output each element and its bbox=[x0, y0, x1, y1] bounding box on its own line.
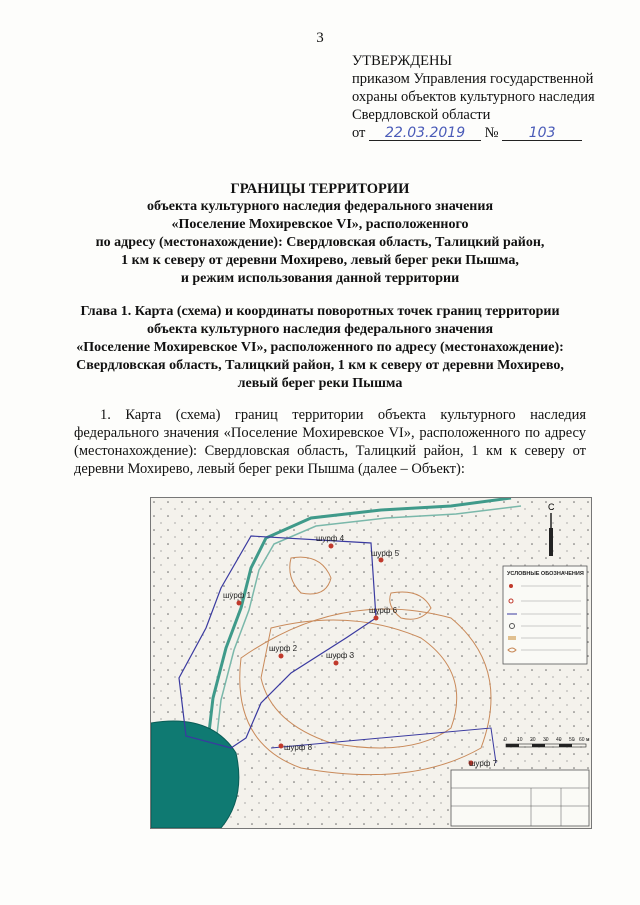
map-drawing bbox=[151, 498, 591, 828]
title-line: по адресу (местонахождение): Свердловская область, Талицкий район, bbox=[95, 235, 545, 250]
map-label: шурф 8 bbox=[284, 743, 313, 752]
title-subtitle bbox=[0, 198, 640, 288]
chapter-line: Свердловская область, Талицкий район, 1 км к северу от деревни Мохирево, bbox=[76, 358, 564, 373]
test-pit-marker bbox=[329, 544, 334, 549]
approval-date-row bbox=[352, 124, 595, 142]
chapter-line: левый берег реки Пышма bbox=[237, 376, 403, 391]
map-label: шурф 3 bbox=[326, 651, 355, 660]
approval-line: охраны объектов культурного наследия bbox=[352, 89, 595, 105]
from-label: от bbox=[352, 125, 366, 141]
test-pit-marker bbox=[279, 654, 284, 659]
approval-line: Свердловской области bbox=[352, 107, 491, 123]
title-stamp bbox=[451, 770, 589, 826]
title-line: и режим использования данной территории bbox=[180, 271, 460, 286]
test-pit-marker bbox=[379, 558, 384, 563]
test-pit-marker bbox=[237, 601, 242, 606]
map-label: шурф 1 bbox=[223, 591, 252, 600]
title-line: «Поселение Мохиревское VI», расположенного bbox=[171, 217, 469, 232]
page-number: 3 bbox=[316, 30, 324, 46]
map-label: шурф 5 bbox=[371, 549, 400, 558]
map-image bbox=[150, 497, 592, 829]
map-label: шурф 4 bbox=[316, 534, 345, 543]
approval-heading: УТВЕРЖДЕНЫ bbox=[352, 53, 453, 69]
chapter-heading bbox=[0, 303, 640, 393]
document-title: ГРАНИЦЫ ТЕРРИТОРИИ bbox=[230, 181, 410, 197]
scale-label: 10 bbox=[517, 737, 523, 743]
body-paragraph: 1. Карта (схема) границ территории объекта культурного наследия федерального значения «Поселение Мохиревское VI», расположенного по адресу (местонахождение): Свердловская область, Талицкий район, 1 км к северу от деревни Мохирево, левый берег реки Пышма (далее – Объект): bbox=[74, 407, 586, 477]
handwritten-date: 22.03.2019 bbox=[369, 126, 481, 141]
chapter-line: «Поселение Мохиревское VI», расположенного по адресу (местонахождение): bbox=[76, 340, 564, 355]
scale-label: 50 bbox=[569, 737, 575, 743]
map-label: шурф 2 bbox=[269, 644, 298, 653]
scale-label: 60 м bbox=[579, 737, 590, 743]
scale-label: 20 bbox=[530, 737, 536, 743]
test-pit-marker bbox=[374, 616, 379, 621]
north-label: С bbox=[548, 502, 555, 512]
title-line: 1 км к северу от деревни Мохирево, левый берег реки Пышма, bbox=[121, 253, 519, 268]
test-pit-marker bbox=[334, 661, 339, 666]
map-label: шурф 6 bbox=[369, 606, 398, 615]
title-line: объекта культурного наследия федерального значения bbox=[146, 199, 494, 214]
scale-label: 30 bbox=[543, 737, 549, 743]
approval-block bbox=[352, 52, 595, 142]
scale-label: 0 bbox=[504, 737, 507, 743]
legend-title: УСЛОВНЫЕ ОБОЗНАЧЕНИЯ bbox=[507, 571, 584, 577]
handwritten-number: 103 bbox=[502, 126, 582, 141]
test-pit-marker bbox=[279, 744, 284, 749]
map-label: шурф 7 bbox=[469, 759, 498, 768]
approval-line: приказом Управления государственной bbox=[352, 71, 594, 87]
scale-label: 40 bbox=[556, 737, 562, 743]
number-label: № bbox=[484, 125, 499, 141]
chapter-line: объекта культурного наследия федерального значения bbox=[146, 322, 494, 337]
map-legend bbox=[503, 566, 587, 664]
chapter-line: Глава 1. Карта (схема) и координаты поворотных точек границ территории bbox=[80, 304, 560, 319]
